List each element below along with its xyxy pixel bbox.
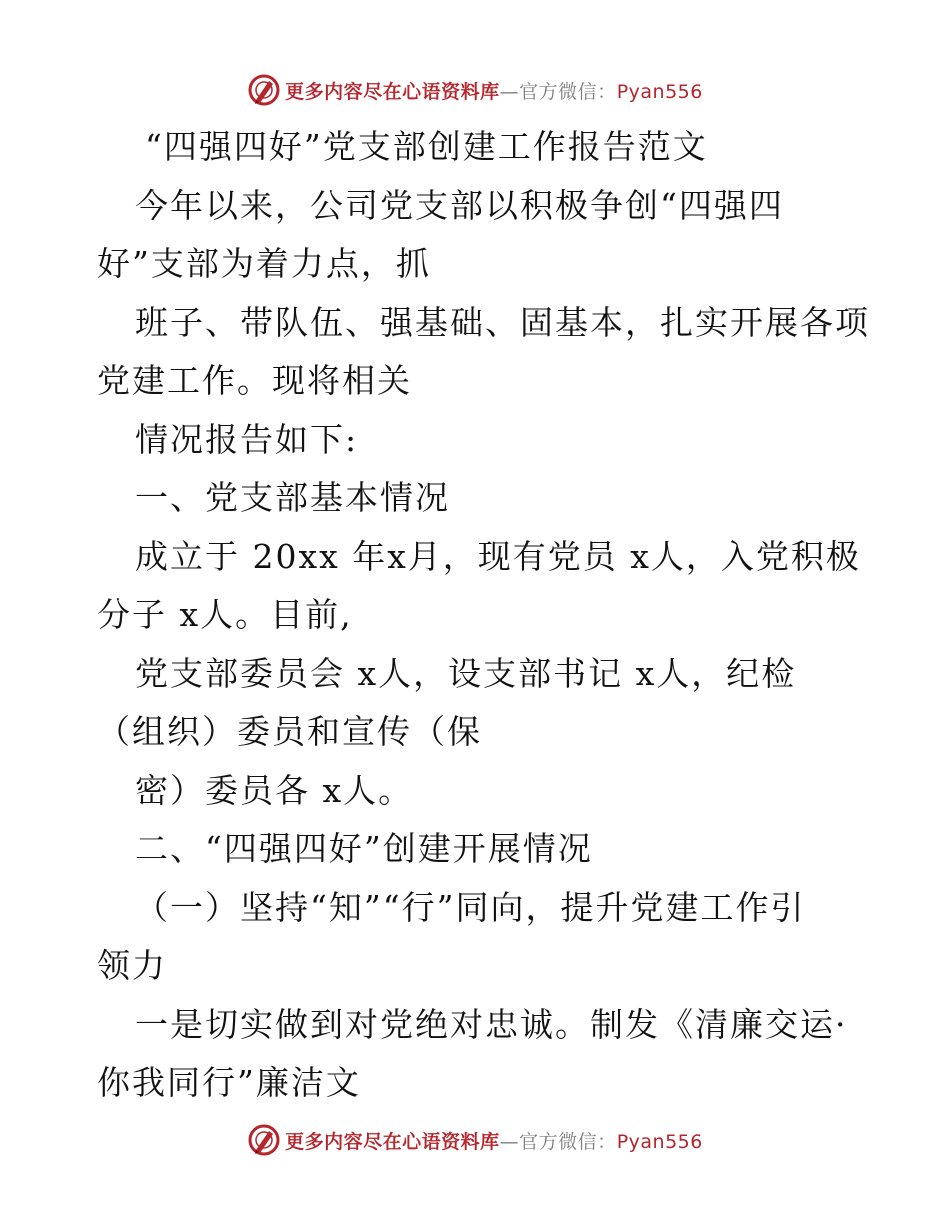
paragraph-line: 班子、带队伍、强基础、固基本，扎实开展各项 xyxy=(135,302,870,342)
paragraph-line: 你我同行”廉洁文 xyxy=(97,1063,361,1102)
document-body xyxy=(97,118,870,1113)
paragraph-line: 领力 xyxy=(97,946,167,985)
watermark-wechat-id: Pyan556 xyxy=(616,80,703,103)
header-watermark xyxy=(0,70,950,110)
subsection-heading: （一）坚持“知”“行”同向，提升党建工作引 xyxy=(135,887,806,927)
watermark-label: 官方微信： xyxy=(519,80,617,103)
section-heading: 二、“四强四好”创建开展情况 xyxy=(135,829,593,868)
watermark-separator: — xyxy=(499,1130,520,1153)
paragraph-line: 分子 x人。目前, xyxy=(97,595,353,634)
paragraph-line: 今年以来，公司党支部以积极争创“四强四 xyxy=(135,185,784,225)
watermark-brand: 更多内容尽在心语资料库 xyxy=(285,1130,500,1153)
watermark-label: 官方微信： xyxy=(519,1130,617,1153)
footer-watermark xyxy=(0,1120,950,1160)
paragraph-line: 情况报告如下: xyxy=(135,419,359,459)
watermark-wechat-id: Pyan556 xyxy=(616,1130,703,1153)
watermark-separator: — xyxy=(499,80,520,103)
paragraph-line: 一是切实做到对党绝对忠诚。制发《清廉交运· xyxy=(135,1004,848,1044)
paragraph-line: 党建工作。现将相关 xyxy=(97,361,412,400)
paragraph-line: 成立于 20xx 年x月，现有党员 x人，入党积极 xyxy=(135,536,861,576)
section-heading: 一、党支部基本情况 xyxy=(135,478,450,517)
document-title: “四强四好”党支部创建工作报告范文 xyxy=(145,127,708,166)
pen-logo-icon xyxy=(247,1123,281,1157)
watermark-brand: 更多内容尽在心语资料库 xyxy=(285,80,500,103)
pen-logo-icon xyxy=(247,73,281,107)
paragraph-line: （组织）委员和宣传（保 xyxy=(97,712,482,751)
paragraph-line: 好”支部为着力点，抓 xyxy=(97,244,431,283)
paragraph-line: 党支部委员会 x人，设支部书记 x人，纪检 xyxy=(135,653,797,693)
paragraph-line: 密）委员各 x人。 xyxy=(135,770,414,810)
